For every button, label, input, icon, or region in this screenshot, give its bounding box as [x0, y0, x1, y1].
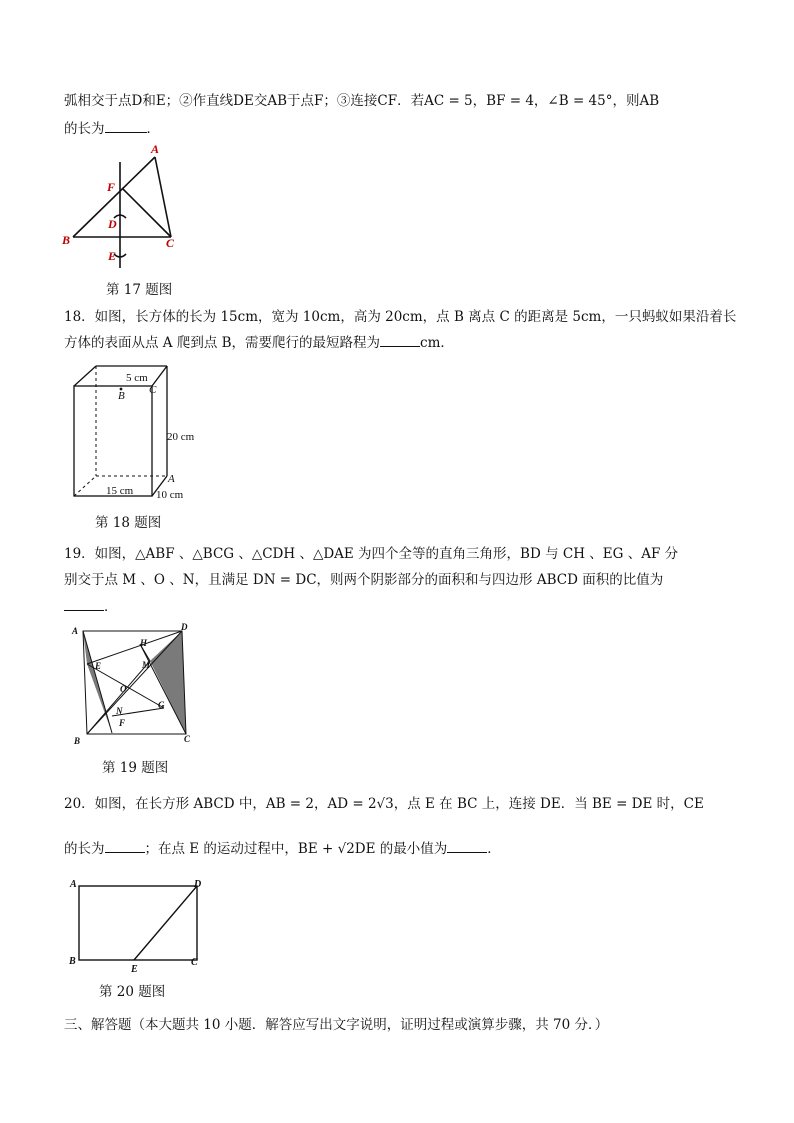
q17-label-e: E [108, 249, 117, 263]
q20-label-a: A [70, 879, 77, 890]
q19-answer-blank[interactable] [64, 596, 104, 611]
q18-figure [64, 360, 214, 505]
q20-line2-c: ． [487, 841, 501, 857]
q17-label-d: D [108, 217, 117, 231]
q20-label-e: E [131, 964, 138, 975]
q18-text-line1: 18．如图，长方体的长为 15cm，宽为 10cm，高为 20cm，点 B 离点 C 的距离是 5cm，一只蚂蚁如果沿着长 [64, 309, 737, 325]
q20-label-d: D [194, 879, 202, 890]
q17-text-line1: 弧相交于点D和E；②作直线DE交AB于点F；③连接CF．若AC = 5，BF = 4，∠B = 45°，则AB [64, 93, 660, 109]
q18-line2-pre: 方体的表面从点 A 爬到点 B，需要爬行的最短路程为 [64, 335, 381, 351]
q20-figure [64, 876, 214, 976]
q17-figure [58, 140, 188, 275]
q19-label-d: D [181, 622, 188, 632]
q18-label-width: 10 cm [156, 489, 184, 501]
q19-label-g: G [158, 700, 165, 710]
q19-text-line3 [64, 596, 118, 617]
q20-label-c: C [191, 957, 198, 968]
q19-label-n: N [116, 706, 123, 716]
q19-label-c: C [184, 734, 191, 744]
q17-label-c: C [166, 236, 175, 250]
q18-point-b [120, 388, 123, 391]
q17-line2-post: ． [146, 121, 160, 137]
q17-caption: 第 17 题图 [106, 282, 173, 298]
q17-answer-blank[interactable] [105, 118, 147, 133]
q19-caption: 第 19 题图 [102, 760, 169, 776]
q20-answer-blank-1[interactable] [105, 838, 145, 853]
q19-label-f: F [119, 718, 126, 728]
q18-text-line2 [64, 332, 454, 353]
q20-text-line2 [64, 838, 501, 859]
q18-answer-blank[interactable] [380, 332, 420, 347]
q18-label-c: C [149, 384, 157, 396]
q20-text-line1: 20．如图，在长方形 ABCD 中，AB = 2，AD = 2√3，点 E 在 BC 上，连接 DE．当 BE = DE 时，CE [64, 796, 704, 812]
q18-label-a: A [168, 473, 175, 485]
q18-label-length: 15 cm [106, 485, 134, 497]
q19-label-m: M [142, 660, 151, 670]
q17-text-line2 [64, 118, 160, 139]
q17-label-b: B [62, 233, 71, 247]
q18-label-b: B [118, 390, 125, 402]
q19-text-line2: 别交于点 M 、O 、N，且满足 DN = DC，则两个阴影部分的面积和与四边形 ABCD 面积的比值为 [64, 572, 664, 588]
q19-label-h: H [140, 638, 148, 648]
section3-heading: 三、解答题（本大题共 10 小题．解答应写出文字说明，证明过程或演算步骤，共 70 分．） [64, 1017, 609, 1033]
q18-label-top: 5 cm [126, 372, 148, 384]
q18-label-height: 20 cm [167, 431, 195, 443]
q19-figure [64, 620, 204, 750]
q18-caption: 第 18 题图 [95, 515, 162, 531]
q20-caption: 第 20 题图 [99, 984, 166, 1000]
q17-label-a: A [151, 142, 160, 156]
q17-label-f: F [107, 180, 116, 194]
q19-label-e: E [95, 661, 102, 671]
q20-line2-b: ；在点 E 的运动过程中，BE + √2DE 的最小值为 [144, 841, 448, 857]
q19-text-line1: 19．如图，△ABF 、△BCG 、△CDH 、△DAE 为四个全等的直角三角形，BD 与 CH 、EG 、AF 分 [64, 546, 679, 562]
q20-answer-blank-2[interactable] [447, 838, 487, 853]
q20-label-b: B [69, 956, 76, 967]
q19-label-b: B [74, 736, 81, 746]
q19-label-o: O [120, 684, 127, 694]
q18-line2-post: cm． [420, 335, 454, 351]
q20-line2-a: 的长为 [64, 841, 105, 857]
q19-line3-post: ． [104, 599, 118, 615]
q19-label-a: A [72, 626, 79, 636]
q17-line2-pre: 的长为 [64, 121, 105, 137]
